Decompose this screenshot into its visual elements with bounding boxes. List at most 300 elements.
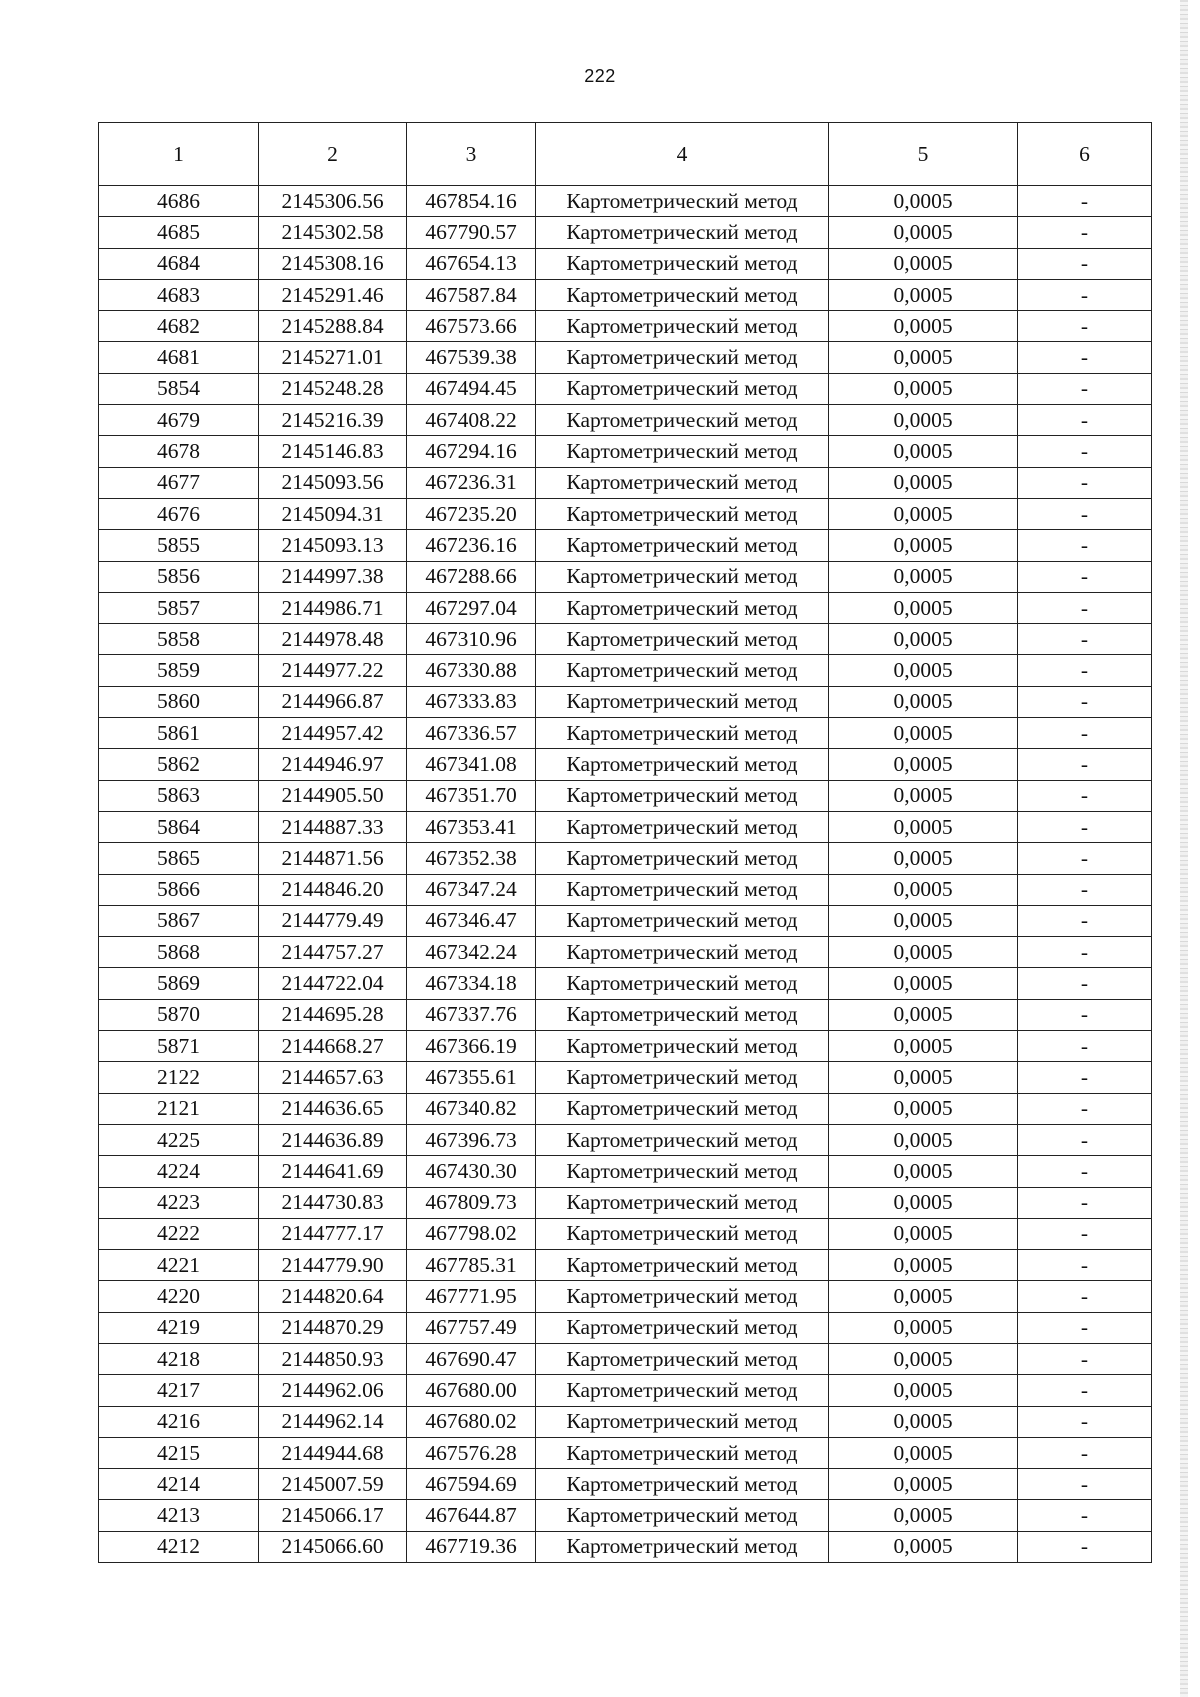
point-number-cell: 4676 — [99, 498, 259, 529]
point-number-cell: 5857 — [99, 592, 259, 623]
method-cell: Картометрический метод — [536, 1343, 829, 1374]
method-cell: Картометрический метод — [536, 718, 829, 749]
table-row — [99, 1437, 1152, 1468]
note-cell: - — [1018, 1437, 1152, 1468]
table-row — [99, 1531, 1152, 1562]
point-number-cell: 5858 — [99, 624, 259, 655]
method-cell: Картометрический метод — [536, 1218, 829, 1249]
x-coordinate-cell: 2144997.38 — [259, 561, 407, 592]
method-cell: Картометрический метод — [536, 937, 829, 968]
header-col-6: 6 — [1018, 123, 1152, 186]
note-cell: - — [1018, 217, 1152, 248]
accuracy-cell: 0,0005 — [829, 186, 1018, 217]
table-row — [99, 373, 1152, 404]
point-number-cell: 4219 — [99, 1312, 259, 1343]
table-row — [99, 1343, 1152, 1374]
table-body — [99, 186, 1152, 1563]
table-header — [99, 123, 1152, 186]
header-col-1: 1 — [99, 123, 259, 186]
note-cell: - — [1018, 999, 1152, 1030]
method-cell: Картометрический метод — [536, 999, 829, 1030]
point-number-cell: 4685 — [99, 217, 259, 248]
accuracy-cell: 0,0005 — [829, 279, 1018, 310]
accuracy-cell: 0,0005 — [829, 1469, 1018, 1500]
method-cell: Картометрический метод — [536, 843, 829, 874]
accuracy-cell: 0,0005 — [829, 655, 1018, 686]
y-coordinate-cell: 467719.36 — [407, 1531, 536, 1562]
x-coordinate-cell: 2144962.14 — [259, 1406, 407, 1437]
accuracy-cell: 0,0005 — [829, 1343, 1018, 1374]
table-row — [99, 1093, 1152, 1124]
x-coordinate-cell: 2144977.22 — [259, 655, 407, 686]
y-coordinate-cell: 467347.24 — [407, 874, 536, 905]
method-cell: Картометрический метод — [536, 530, 829, 561]
accuracy-cell: 0,0005 — [829, 1437, 1018, 1468]
x-coordinate-cell: 2145093.56 — [259, 467, 407, 498]
table-row — [99, 874, 1152, 905]
method-cell: Картометрический метод — [536, 1437, 829, 1468]
table-row — [99, 624, 1152, 655]
method-cell: Картометрический метод — [536, 1281, 829, 1312]
point-number-cell: 5859 — [99, 655, 259, 686]
point-number-cell: 4212 — [99, 1531, 259, 1562]
x-coordinate-cell: 2144779.90 — [259, 1250, 407, 1281]
x-coordinate-cell: 2145216.39 — [259, 405, 407, 436]
note-cell: - — [1018, 279, 1152, 310]
table-row — [99, 655, 1152, 686]
method-cell: Картометрический метод — [536, 1250, 829, 1281]
note-cell: - — [1018, 749, 1152, 780]
table-row — [99, 186, 1152, 217]
note-cell: - — [1018, 436, 1152, 467]
y-coordinate-cell: 467587.84 — [407, 279, 536, 310]
accuracy-cell: 0,0005 — [829, 1250, 1018, 1281]
table-row — [99, 1406, 1152, 1437]
y-coordinate-cell: 467310.96 — [407, 624, 536, 655]
point-number-cell: 5867 — [99, 905, 259, 936]
accuracy-cell: 0,0005 — [829, 1187, 1018, 1218]
table-row — [99, 436, 1152, 467]
x-coordinate-cell: 2145066.17 — [259, 1500, 407, 1531]
x-coordinate-cell: 2145007.59 — [259, 1469, 407, 1500]
x-coordinate-cell: 2144944.68 — [259, 1437, 407, 1468]
point-number-cell: 4677 — [99, 467, 259, 498]
method-cell: Картометрический метод — [536, 1187, 829, 1218]
method-cell: Картометрический метод — [536, 405, 829, 436]
accuracy-cell: 0,0005 — [829, 937, 1018, 968]
table-row — [99, 905, 1152, 936]
table-row — [99, 592, 1152, 623]
note-cell: - — [1018, 342, 1152, 373]
accuracy-cell: 0,0005 — [829, 686, 1018, 717]
accuracy-cell: 0,0005 — [829, 467, 1018, 498]
table-row — [99, 217, 1152, 248]
accuracy-cell: 0,0005 — [829, 248, 1018, 279]
accuracy-cell: 0,0005 — [829, 1062, 1018, 1093]
y-coordinate-cell: 467785.31 — [407, 1250, 536, 1281]
accuracy-cell: 0,0005 — [829, 905, 1018, 936]
table-row — [99, 498, 1152, 529]
point-number-cell: 4215 — [99, 1437, 259, 1468]
method-cell: Картометрический метод — [536, 1406, 829, 1437]
x-coordinate-cell: 2144641.69 — [259, 1156, 407, 1187]
point-number-cell: 4222 — [99, 1218, 259, 1249]
accuracy-cell: 0,0005 — [829, 1500, 1018, 1531]
table-row — [99, 279, 1152, 310]
y-coordinate-cell: 467236.31 — [407, 467, 536, 498]
y-coordinate-cell: 467342.24 — [407, 937, 536, 968]
method-cell: Картометрический метод — [536, 624, 829, 655]
note-cell: - — [1018, 780, 1152, 811]
x-coordinate-cell: 2144636.65 — [259, 1093, 407, 1124]
point-number-cell: 4686 — [99, 186, 259, 217]
coordinates-table — [98, 122, 1152, 1563]
table-row — [99, 843, 1152, 874]
header-col-4: 4 — [536, 123, 829, 186]
point-number-cell: 2121 — [99, 1093, 259, 1124]
y-coordinate-cell: 467352.38 — [407, 843, 536, 874]
y-coordinate-cell: 467771.95 — [407, 1281, 536, 1312]
x-coordinate-cell: 2145094.31 — [259, 498, 407, 529]
accuracy-cell: 0,0005 — [829, 311, 1018, 342]
accuracy-cell: 0,0005 — [829, 1218, 1018, 1249]
note-cell: - — [1018, 1187, 1152, 1218]
method-cell: Картометрический метод — [536, 1124, 829, 1155]
accuracy-cell: 0,0005 — [829, 217, 1018, 248]
point-number-cell: 5868 — [99, 937, 259, 968]
table-row — [99, 405, 1152, 436]
y-coordinate-cell: 467680.02 — [407, 1406, 536, 1437]
table-row — [99, 561, 1152, 592]
accuracy-cell: 0,0005 — [829, 373, 1018, 404]
x-coordinate-cell: 2145271.01 — [259, 342, 407, 373]
y-coordinate-cell: 467336.57 — [407, 718, 536, 749]
note-cell: - — [1018, 718, 1152, 749]
note-cell: - — [1018, 1312, 1152, 1343]
x-coordinate-cell: 2144777.17 — [259, 1218, 407, 1249]
x-coordinate-cell: 2144946.97 — [259, 749, 407, 780]
y-coordinate-cell: 467594.69 — [407, 1469, 536, 1500]
method-cell: Картометрический метод — [536, 1093, 829, 1124]
point-number-cell: 5854 — [99, 373, 259, 404]
accuracy-cell: 0,0005 — [829, 592, 1018, 623]
method-cell: Картометрический метод — [536, 217, 829, 248]
point-number-cell: 5866 — [99, 874, 259, 905]
note-cell: - — [1018, 1250, 1152, 1281]
table-row — [99, 1218, 1152, 1249]
note-cell: - — [1018, 405, 1152, 436]
point-number-cell: 5863 — [99, 780, 259, 811]
table-row — [99, 749, 1152, 780]
accuracy-cell: 0,0005 — [829, 530, 1018, 561]
x-coordinate-cell: 2144966.87 — [259, 686, 407, 717]
method-cell: Картометрический метод — [536, 1062, 829, 1093]
table-row — [99, 1500, 1152, 1531]
y-coordinate-cell: 467644.87 — [407, 1500, 536, 1531]
method-cell: Картометрический метод — [536, 811, 829, 842]
table-row — [99, 1469, 1152, 1500]
x-coordinate-cell: 2145306.56 — [259, 186, 407, 217]
x-coordinate-cell: 2144957.42 — [259, 718, 407, 749]
note-cell: - — [1018, 1375, 1152, 1406]
note-cell: - — [1018, 530, 1152, 561]
method-cell: Картометрический метод — [536, 686, 829, 717]
point-number-cell: 4679 — [99, 405, 259, 436]
y-coordinate-cell: 467576.28 — [407, 1437, 536, 1468]
accuracy-cell: 0,0005 — [829, 1312, 1018, 1343]
header-col-3: 3 — [407, 123, 536, 186]
method-cell: Картометрический метод — [536, 279, 829, 310]
table-row — [99, 1156, 1152, 1187]
point-number-cell: 5864 — [99, 811, 259, 842]
x-coordinate-cell: 2145302.58 — [259, 217, 407, 248]
note-cell: - — [1018, 248, 1152, 279]
y-coordinate-cell: 467396.73 — [407, 1124, 536, 1155]
header-col-5: 5 — [829, 123, 1018, 186]
table-row — [99, 467, 1152, 498]
y-coordinate-cell: 467809.73 — [407, 1187, 536, 1218]
x-coordinate-cell: 2144978.48 — [259, 624, 407, 655]
method-cell: Картометрический метод — [536, 1375, 829, 1406]
method-cell: Картометрический метод — [536, 592, 829, 623]
point-number-cell: 4218 — [99, 1343, 259, 1374]
y-coordinate-cell: 467330.88 — [407, 655, 536, 686]
note-cell: - — [1018, 561, 1152, 592]
y-coordinate-cell: 467854.16 — [407, 186, 536, 217]
x-coordinate-cell: 2144846.20 — [259, 874, 407, 905]
x-coordinate-cell: 2144722.04 — [259, 968, 407, 999]
point-number-cell: 5862 — [99, 749, 259, 780]
y-coordinate-cell: 467341.08 — [407, 749, 536, 780]
method-cell: Картометрический метод — [536, 905, 829, 936]
method-cell: Картометрический метод — [536, 968, 829, 999]
point-number-cell: 5871 — [99, 1031, 259, 1062]
x-coordinate-cell: 2145308.16 — [259, 248, 407, 279]
y-coordinate-cell: 467654.13 — [407, 248, 536, 279]
note-cell: - — [1018, 186, 1152, 217]
method-cell: Картометрический метод — [536, 373, 829, 404]
note-cell: - — [1018, 1406, 1152, 1437]
method-cell: Картометрический метод — [536, 655, 829, 686]
header-col-2: 2 — [259, 123, 407, 186]
table-row — [99, 1312, 1152, 1343]
accuracy-cell: 0,0005 — [829, 561, 1018, 592]
method-cell: Картометрический метод — [536, 186, 829, 217]
point-number-cell: 4217 — [99, 1375, 259, 1406]
x-coordinate-cell: 2145291.46 — [259, 279, 407, 310]
y-coordinate-cell: 467430.30 — [407, 1156, 536, 1187]
note-cell: - — [1018, 1218, 1152, 1249]
method-cell: Картометрический метод — [536, 1469, 829, 1500]
note-cell: - — [1018, 467, 1152, 498]
method-cell: Картометрический метод — [536, 248, 829, 279]
point-number-cell: 5861 — [99, 718, 259, 749]
accuracy-cell: 0,0005 — [829, 1156, 1018, 1187]
accuracy-cell: 0,0005 — [829, 749, 1018, 780]
point-number-cell: 4678 — [99, 436, 259, 467]
table-row — [99, 1250, 1152, 1281]
method-cell: Картометрический метод — [536, 342, 829, 373]
x-coordinate-cell: 2145288.84 — [259, 311, 407, 342]
point-number-cell: 5865 — [99, 843, 259, 874]
table-row — [99, 718, 1152, 749]
point-number-cell: 5856 — [99, 561, 259, 592]
x-coordinate-cell: 2144695.28 — [259, 999, 407, 1030]
table-row — [99, 1062, 1152, 1093]
method-cell: Картометрический метод — [536, 436, 829, 467]
point-number-cell: 4216 — [99, 1406, 259, 1437]
table-row — [99, 1124, 1152, 1155]
point-number-cell: 4220 — [99, 1281, 259, 1312]
note-cell: - — [1018, 686, 1152, 717]
table-row — [99, 311, 1152, 342]
x-coordinate-cell: 2144757.27 — [259, 937, 407, 968]
x-coordinate-cell: 2144668.27 — [259, 1031, 407, 1062]
point-number-cell: 4683 — [99, 279, 259, 310]
note-cell: - — [1018, 905, 1152, 936]
note-cell: - — [1018, 655, 1152, 686]
y-coordinate-cell: 467351.70 — [407, 780, 536, 811]
note-cell: - — [1018, 498, 1152, 529]
table-row — [99, 342, 1152, 373]
x-coordinate-cell: 2144905.50 — [259, 780, 407, 811]
accuracy-cell: 0,0005 — [829, 968, 1018, 999]
table-row — [99, 1031, 1152, 1062]
accuracy-cell: 0,0005 — [829, 1124, 1018, 1155]
note-cell: - — [1018, 1343, 1152, 1374]
point-number-cell: 4225 — [99, 1124, 259, 1155]
method-cell: Картометрический метод — [536, 749, 829, 780]
note-cell: - — [1018, 968, 1152, 999]
note-cell: - — [1018, 937, 1152, 968]
table-row — [99, 1281, 1152, 1312]
method-cell: Картометрический метод — [536, 467, 829, 498]
note-cell: - — [1018, 311, 1152, 342]
accuracy-cell: 0,0005 — [829, 874, 1018, 905]
y-coordinate-cell: 467690.47 — [407, 1343, 536, 1374]
accuracy-cell: 0,0005 — [829, 811, 1018, 842]
table-row — [99, 1187, 1152, 1218]
accuracy-cell: 0,0005 — [829, 718, 1018, 749]
method-cell: Картометрический метод — [536, 874, 829, 905]
note-cell: - — [1018, 592, 1152, 623]
point-number-cell: 4684 — [99, 248, 259, 279]
accuracy-cell: 0,0005 — [829, 780, 1018, 811]
accuracy-cell: 0,0005 — [829, 843, 1018, 874]
method-cell: Картометрический метод — [536, 1531, 829, 1562]
y-coordinate-cell: 467366.19 — [407, 1031, 536, 1062]
y-coordinate-cell: 467790.57 — [407, 217, 536, 248]
page-number: 222 — [584, 66, 616, 86]
x-coordinate-cell: 2145066.60 — [259, 1531, 407, 1562]
x-coordinate-cell: 2145093.13 — [259, 530, 407, 561]
point-number-cell: 5855 — [99, 530, 259, 561]
y-coordinate-cell: 467236.16 — [407, 530, 536, 561]
point-number-cell: 5869 — [99, 968, 259, 999]
note-cell: - — [1018, 1500, 1152, 1531]
method-cell: Картометрический метод — [536, 780, 829, 811]
x-coordinate-cell: 2144657.63 — [259, 1062, 407, 1093]
y-coordinate-cell: 467334.18 — [407, 968, 536, 999]
x-coordinate-cell: 2144962.06 — [259, 1375, 407, 1406]
x-coordinate-cell: 2144887.33 — [259, 811, 407, 842]
point-number-cell: 4682 — [99, 311, 259, 342]
note-cell: - — [1018, 1062, 1152, 1093]
x-coordinate-cell: 2144779.49 — [259, 905, 407, 936]
accuracy-cell: 0,0005 — [829, 1031, 1018, 1062]
method-cell: Картометрический метод — [536, 1031, 829, 1062]
y-coordinate-cell: 467355.61 — [407, 1062, 536, 1093]
point-number-cell: 4214 — [99, 1469, 259, 1500]
accuracy-cell: 0,0005 — [829, 436, 1018, 467]
note-cell: - — [1018, 811, 1152, 842]
table-row — [99, 780, 1152, 811]
note-cell: - — [1018, 1156, 1152, 1187]
method-cell: Картометрический метод — [536, 1156, 829, 1187]
table-row — [99, 811, 1152, 842]
accuracy-cell: 0,0005 — [829, 1281, 1018, 1312]
table-row — [99, 248, 1152, 279]
method-cell: Картометрический метод — [536, 311, 829, 342]
note-cell: - — [1018, 843, 1152, 874]
accuracy-cell: 0,0005 — [829, 624, 1018, 655]
table-row — [99, 686, 1152, 717]
header-row — [99, 123, 1152, 186]
x-coordinate-cell: 2144871.56 — [259, 843, 407, 874]
x-coordinate-cell: 2144986.71 — [259, 592, 407, 623]
note-cell: - — [1018, 1093, 1152, 1124]
table-row — [99, 530, 1152, 561]
y-coordinate-cell: 467235.20 — [407, 498, 536, 529]
accuracy-cell: 0,0005 — [829, 1375, 1018, 1406]
accuracy-cell: 0,0005 — [829, 1531, 1018, 1562]
y-coordinate-cell: 467408.22 — [407, 405, 536, 436]
method-cell: Картометрический метод — [536, 1500, 829, 1531]
y-coordinate-cell: 467346.47 — [407, 905, 536, 936]
point-number-cell: 4224 — [99, 1156, 259, 1187]
note-cell: - — [1018, 1031, 1152, 1062]
y-coordinate-cell: 467494.45 — [407, 373, 536, 404]
x-coordinate-cell: 2144820.64 — [259, 1281, 407, 1312]
accuracy-cell: 0,0005 — [829, 1093, 1018, 1124]
accuracy-cell: 0,0005 — [829, 405, 1018, 436]
accuracy-cell: 0,0005 — [829, 498, 1018, 529]
x-coordinate-cell: 2145146.83 — [259, 436, 407, 467]
point-number-cell: 4213 — [99, 1500, 259, 1531]
y-coordinate-cell: 467297.04 — [407, 592, 536, 623]
method-cell: Картометрический метод — [536, 1312, 829, 1343]
x-coordinate-cell: 2144730.83 — [259, 1187, 407, 1218]
note-cell: - — [1018, 874, 1152, 905]
note-cell: - — [1018, 1531, 1152, 1562]
x-coordinate-cell: 2144636.89 — [259, 1124, 407, 1155]
y-coordinate-cell: 467757.49 — [407, 1312, 536, 1343]
scan-edge-artifact — [1180, 0, 1188, 1697]
y-coordinate-cell: 467340.82 — [407, 1093, 536, 1124]
point-number-cell: 4221 — [99, 1250, 259, 1281]
note-cell: - — [1018, 373, 1152, 404]
table-row — [99, 968, 1152, 999]
y-coordinate-cell: 467680.00 — [407, 1375, 536, 1406]
point-number-cell: 4223 — [99, 1187, 259, 1218]
table-row — [99, 1375, 1152, 1406]
y-coordinate-cell: 467294.16 — [407, 436, 536, 467]
accuracy-cell: 0,0005 — [829, 999, 1018, 1030]
y-coordinate-cell: 467573.66 — [407, 311, 536, 342]
point-number-cell: 4681 — [99, 342, 259, 373]
method-cell: Картометрический метод — [536, 498, 829, 529]
point-number-cell: 5870 — [99, 999, 259, 1030]
